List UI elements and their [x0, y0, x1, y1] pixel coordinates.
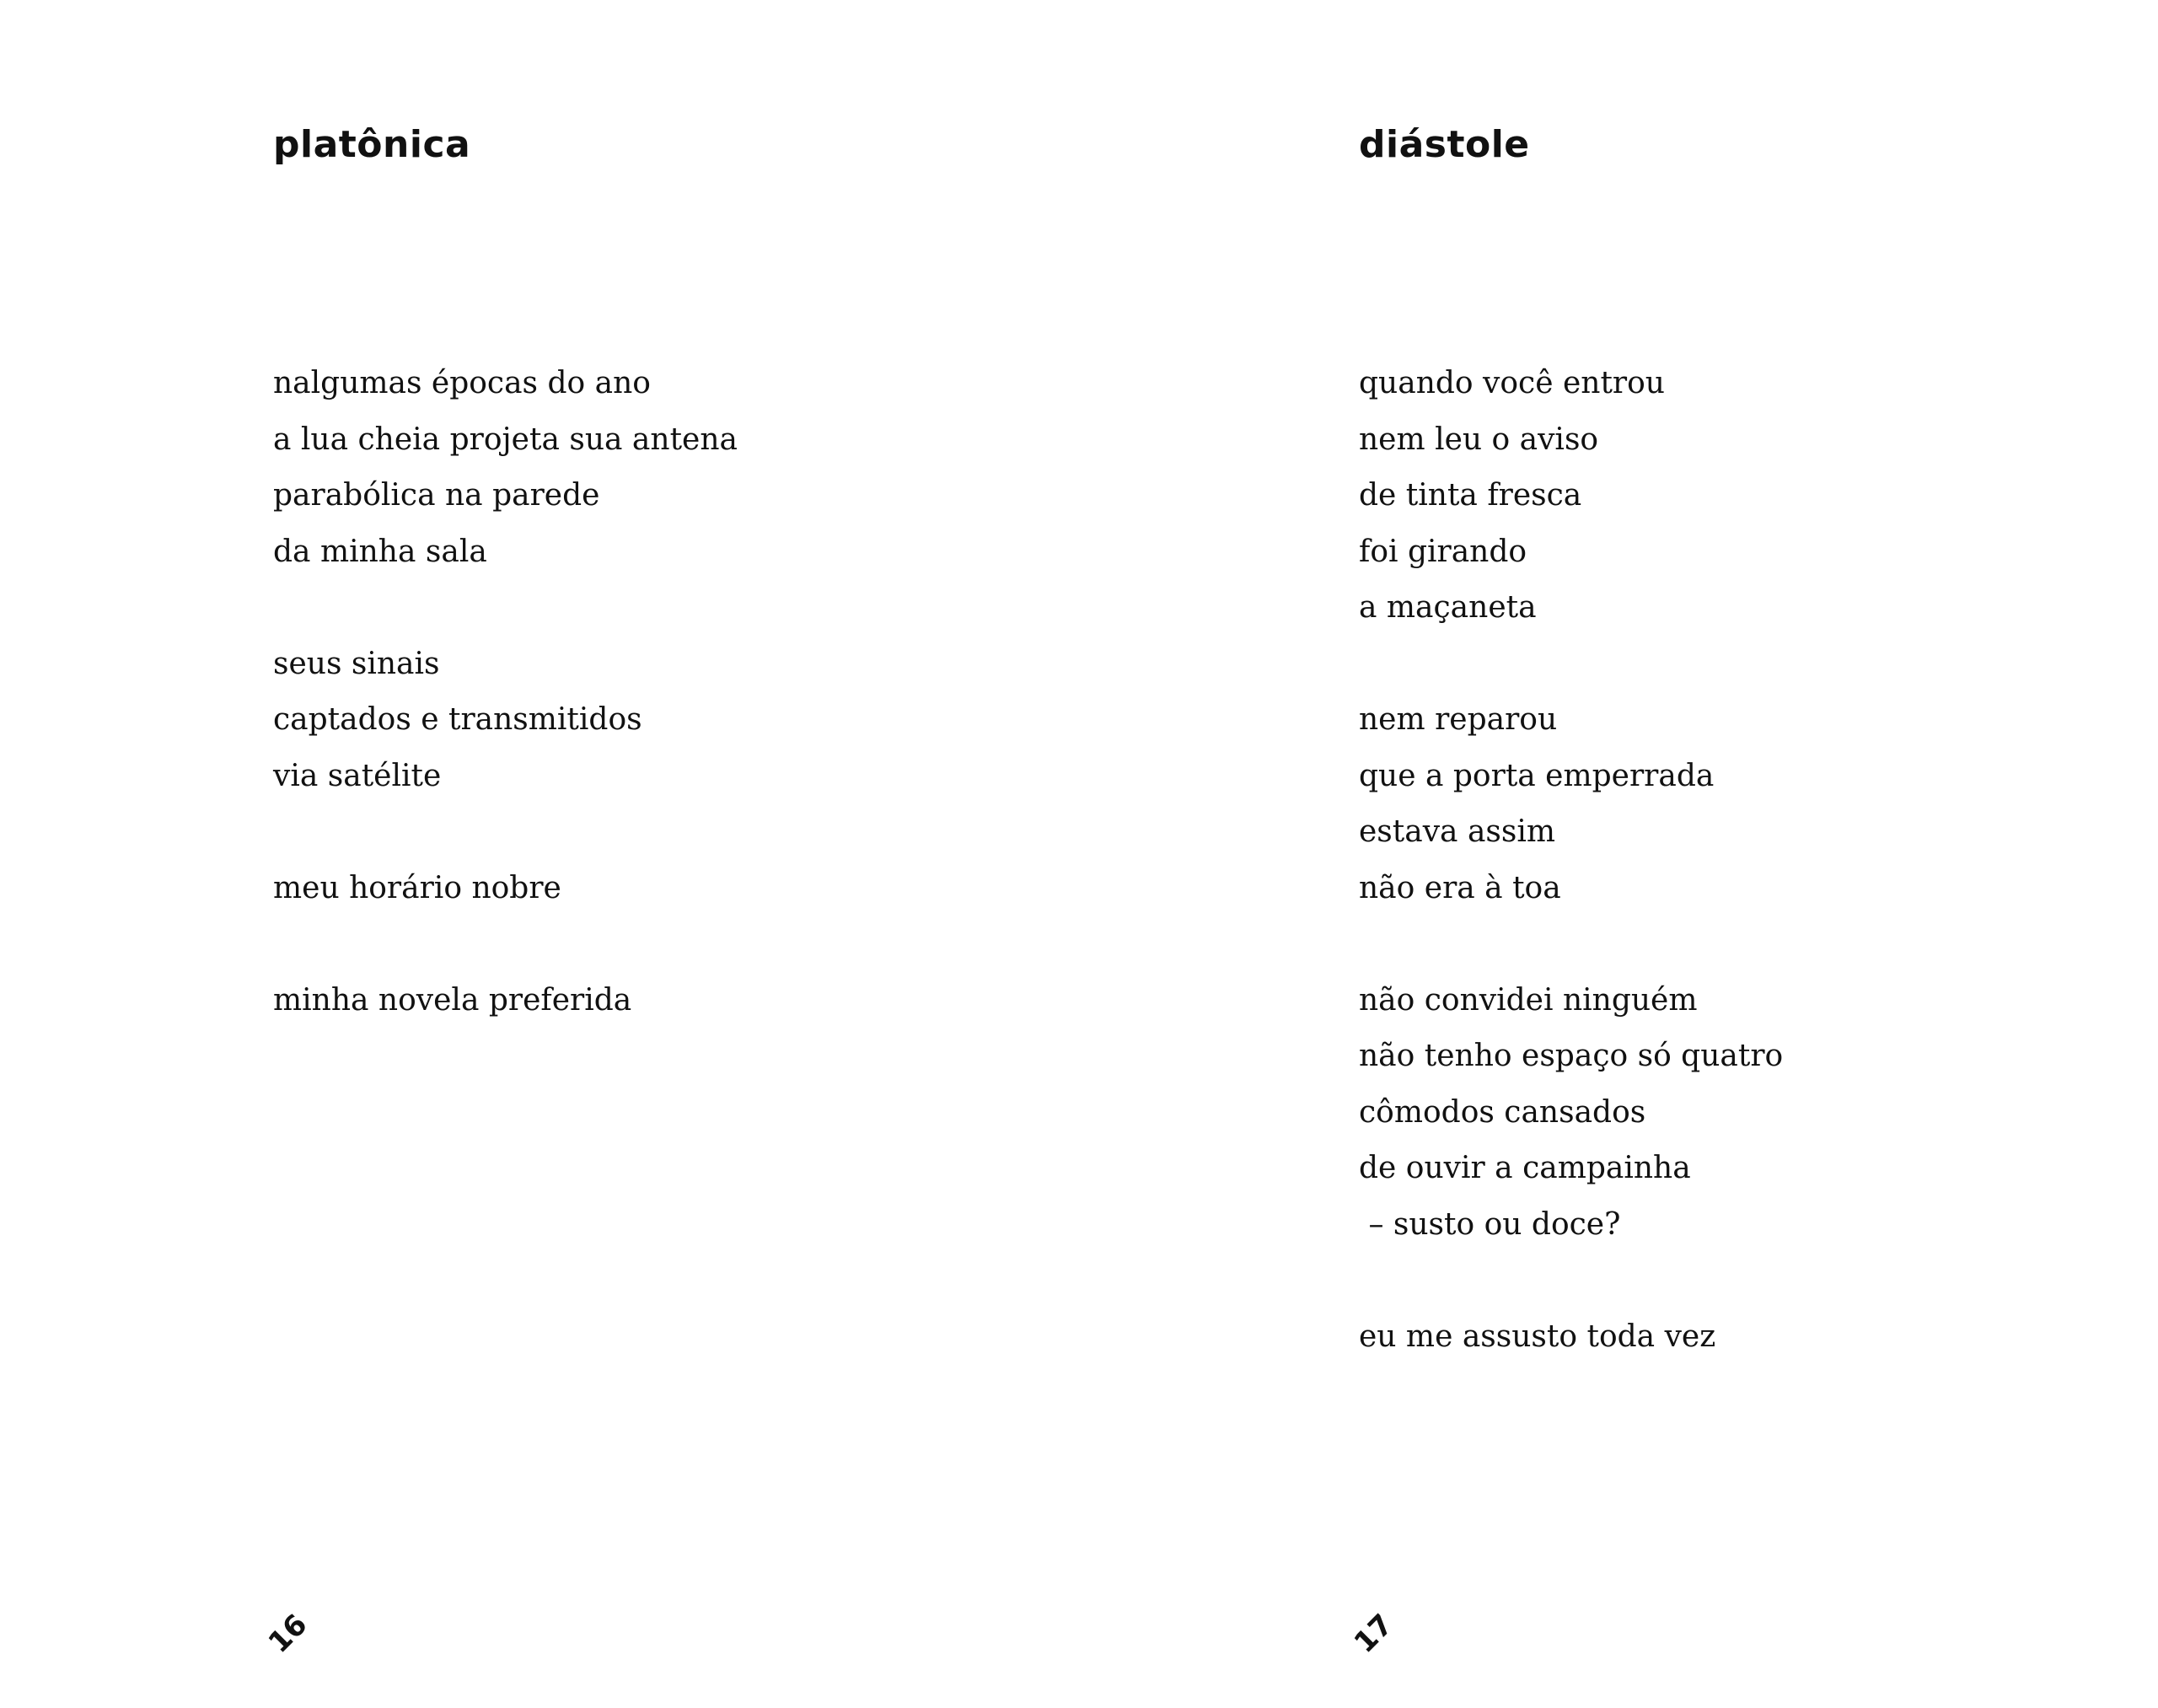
- poem-title-right: diástole: [1359, 123, 1530, 166]
- poem-line: captados e transmitidos: [273, 702, 642, 737]
- poem-line: não convidei ninguém: [1359, 982, 1698, 1018]
- poem-line: foi girando: [1359, 534, 1527, 569]
- stanza-break: [273, 804, 738, 861]
- poem-line: meu horário nobre: [273, 870, 561, 905]
- poem-line: não tenho espaço só quatro: [1359, 1039, 1784, 1073]
- poem-line: cômodos cansados: [1359, 1094, 1646, 1130]
- poem-line: eu me assusto toda vez: [1359, 1319, 1716, 1354]
- poem-line: a lua cheia projeta sua antena: [273, 422, 738, 457]
- poem-line: quando você entrou: [1359, 366, 1665, 400]
- poem-line: parabólica na parede: [273, 478, 600, 513]
- stanza-break: [1359, 1253, 1783, 1309]
- stanza-break: [273, 580, 738, 636]
- poem-title-left: platônica: [273, 123, 471, 166]
- poem-line: nem leu o aviso: [1359, 422, 1599, 457]
- poem-line: a maçaneta: [1359, 590, 1537, 625]
- stanza-break: [1359, 636, 1783, 693]
- poem-line: nem reparou: [1359, 702, 1558, 737]
- poem-line: estava assim: [1359, 814, 1556, 849]
- poem-line: de ouvir a campainha: [1359, 1151, 1691, 1185]
- poem-line: minha novela preferida: [273, 982, 632, 1018]
- stanza-break: [1359, 916, 1783, 973]
- poem-line: nalgumas épocas do ano: [273, 366, 651, 400]
- page-number-right: 17: [1347, 1608, 1400, 1660]
- poem-body-left: [273, 356, 738, 1029]
- poem-line: via satélite: [273, 758, 442, 793]
- poem-line: – susto ou doce?: [1359, 1206, 1621, 1242]
- poem-body-right: [1359, 356, 1783, 1365]
- poem-line: seus sinais: [273, 646, 440, 681]
- poem-line: da minha sala: [273, 534, 487, 569]
- stanza-break: [273, 916, 738, 973]
- poem-line: de tinta fresca: [1359, 478, 1582, 513]
- poem-line: que a porta emperrada: [1359, 758, 1715, 793]
- poem-line: não era à toa: [1359, 870, 1561, 905]
- page-number-left: 16: [261, 1608, 314, 1660]
- right-page: [1079, 0, 2158, 1708]
